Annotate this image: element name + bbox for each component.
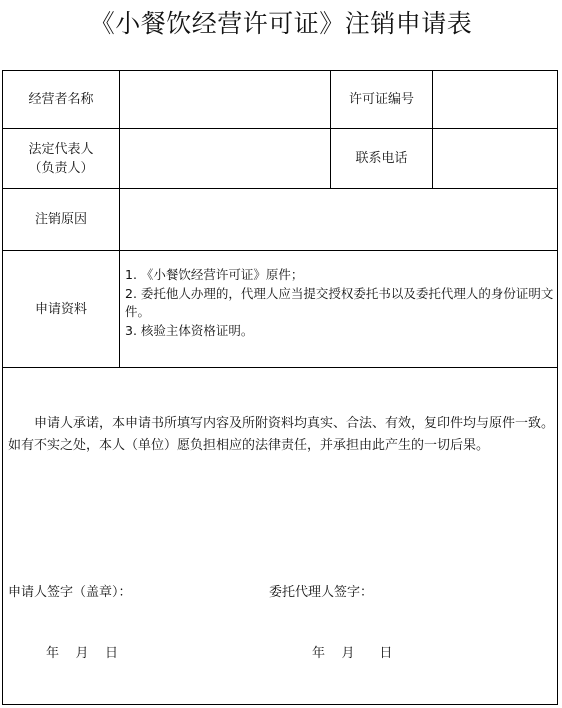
cancel-reason-label	[3, 189, 119, 250]
agent-signature-label: 委托代理人签字：	[269, 585, 374, 600]
phone-label-text: 联系电话	[355, 151, 408, 166]
materials-list	[125, 266, 557, 340]
operator-name-value[interactable]	[120, 71, 330, 128]
license-number-label-text: 许可证编号	[348, 92, 414, 107]
legal-representative-label-line1: 法定代表人	[28, 141, 94, 157]
row-divider	[3, 367, 557, 368]
operator-name-label-text: 经营者名称	[28, 92, 94, 107]
cancel-reason-label-text: 注销原因	[34, 212, 87, 227]
legal-representative-label	[3, 129, 119, 188]
cancel-reason-value[interactable]	[120, 189, 557, 250]
application-form-table	[2, 70, 558, 705]
phone-label	[331, 129, 432, 188]
materials-item: 1. 《小餐饮经营许可证》原件；	[125, 267, 304, 282]
license-number-value[interactable]	[433, 71, 557, 128]
phone-value[interactable]	[433, 129, 557, 188]
materials-label-text: 申请资料	[34, 301, 87, 317]
materials-label	[3, 251, 119, 367]
applicant-signature-label: 申请人签字（盖章）：	[8, 585, 132, 600]
applicant-pledge: 申请人承诺，本申请书所填写内容及所附资料均真实、合法、有效，复印件均与原件一致。如有不实之处，本人（单位）愿负担相应的法律责任，并承担由此产生的一切后果。	[8, 416, 555, 453]
agent-date: 年 月 日	[312, 646, 393, 661]
form-title: 《小餐饮经营许可证》注销申请表	[89, 9, 473, 38]
operator-name-label	[3, 71, 119, 128]
applicant-date: 年 月 日	[46, 646, 119, 661]
legal-representative-value[interactable]	[120, 129, 330, 188]
materials-item: 3. 核验主体资格证明。	[125, 322, 254, 338]
license-number-label	[331, 71, 432, 128]
legal-representative-label-line2: （负责人）	[28, 160, 94, 176]
materials-item: 2. 委托他人办理的，代理人应当提交授权委托书以及委托代理人的身份证明文件。	[125, 285, 554, 319]
